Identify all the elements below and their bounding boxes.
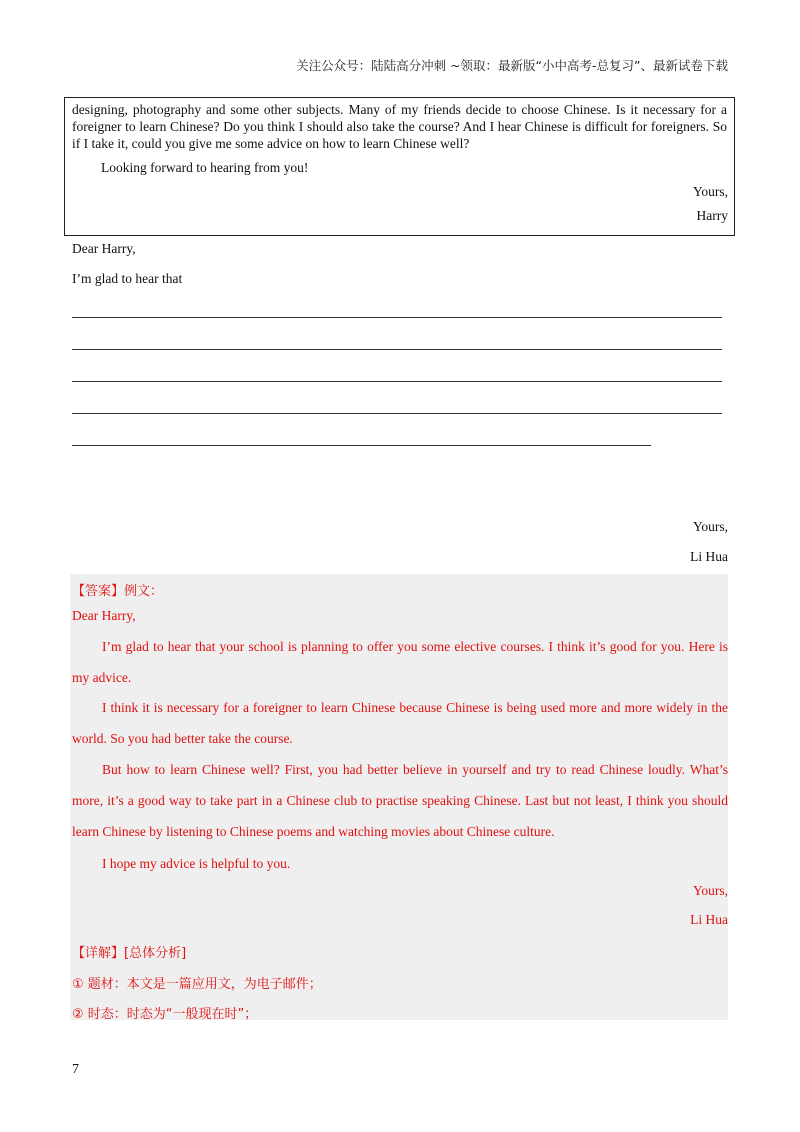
analysis-item: ② 时态：时态为“一般现在时”； <box>72 1007 258 1022</box>
letter-signature: Harry <box>696 208 728 223</box>
analysis-item: ① 题材：本文是一篇应用文，为电子邮件； <box>72 977 322 992</box>
letter-signoff: Yours, <box>692 184 728 199</box>
answer-signoff: Yours, <box>692 883 728 898</box>
answer-signature: Li Hua <box>690 912 728 927</box>
letter-body-text: designing, photography and some other subjects. Many of my friends decide to choose Chinese. Is it necessary for a foreigner to learn Chinese? Do you think I should also take the course? And I hear Chinese is difficult for foreigners. So if I take it, could you give me some advice on how to learn Chinese well? <box>72 102 727 151</box>
page-number: 7 <box>72 1062 79 1077</box>
answer-paragraph: I think it is necessary for a foreigner to learn Chinese because Chinese is being used more and more widely in the world. So you had better take the course. <box>72 700 728 746</box>
analysis-heading <box>72 942 186 961</box>
answer-label: 【答案】例文： <box>72 584 164 599</box>
letter-closing-line: Looking forward to hearing from you! <box>101 160 309 175</box>
response-greeting: Dear Harry, <box>72 241 136 256</box>
writing-line <box>72 445 651 446</box>
letter-body <box>72 101 727 176</box>
writing-line <box>72 349 722 350</box>
answer-paragraph: I hope my advice is helpful to you. <box>102 856 291 871</box>
writing-line <box>72 413 722 414</box>
answer-paragraph: But how to learn Chinese well? First, you had better believe in yourself and try to read Chinese loudly. What’s more, it’s a good way to take part in a Chinese club to practise speaking Chinese. Last but not least, I think you should learn Chinese by listening to Chinese poems and watching movies about Chinese culture. <box>72 762 728 839</box>
answer-greeting: Dear Harry, <box>72 608 136 623</box>
response-signature: Li Hua <box>690 549 728 564</box>
response-opening: I’m glad to hear that <box>72 271 183 286</box>
page-header: 关注公众号：陆陆高分冲刺 ~领取：最新版“小中高考-总复习”、最新试卷下载 <box>296 58 728 73</box>
analysis-section: [总体分析] <box>124 946 187 961</box>
writing-line <box>72 317 722 318</box>
writing-line <box>72 381 722 382</box>
answer-paragraph: I’m glad to hear that your school is planning to offer you some elective courses. I think it’s good for you. Here is my advice. <box>72 639 728 685</box>
response-signoff: Yours, <box>692 519 728 534</box>
analysis-label: 【详解】 <box>72 946 125 961</box>
